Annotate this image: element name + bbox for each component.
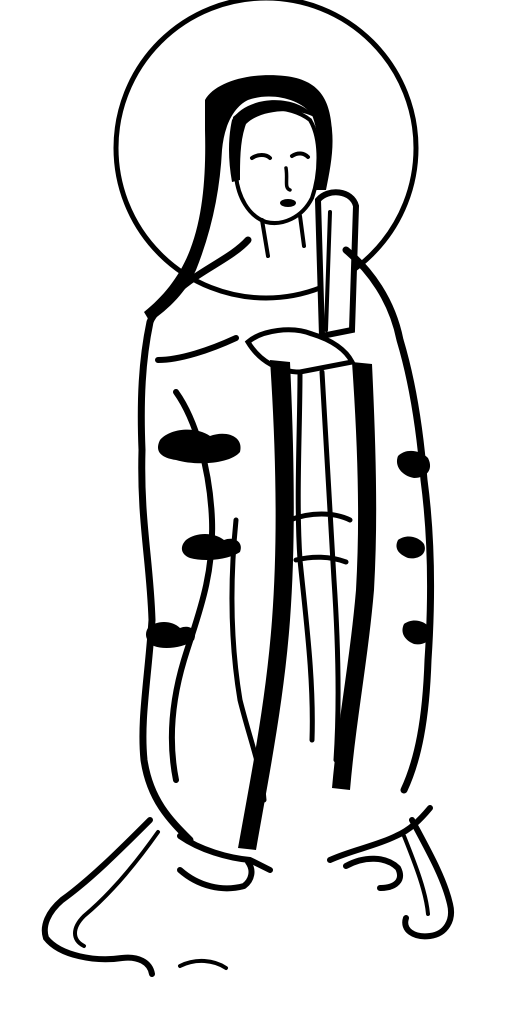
cloud-pattern	[158, 430, 241, 464]
face	[233, 108, 318, 223]
right-streamer	[405, 820, 451, 936]
ribbon-end	[180, 961, 226, 968]
right-foot	[346, 859, 400, 888]
sash-left	[238, 360, 294, 850]
left-foot	[180, 862, 251, 888]
mouth	[280, 199, 296, 207]
scroll	[318, 192, 356, 336]
cloud-pattern	[396, 537, 424, 559]
left-streamer	[45, 820, 152, 974]
